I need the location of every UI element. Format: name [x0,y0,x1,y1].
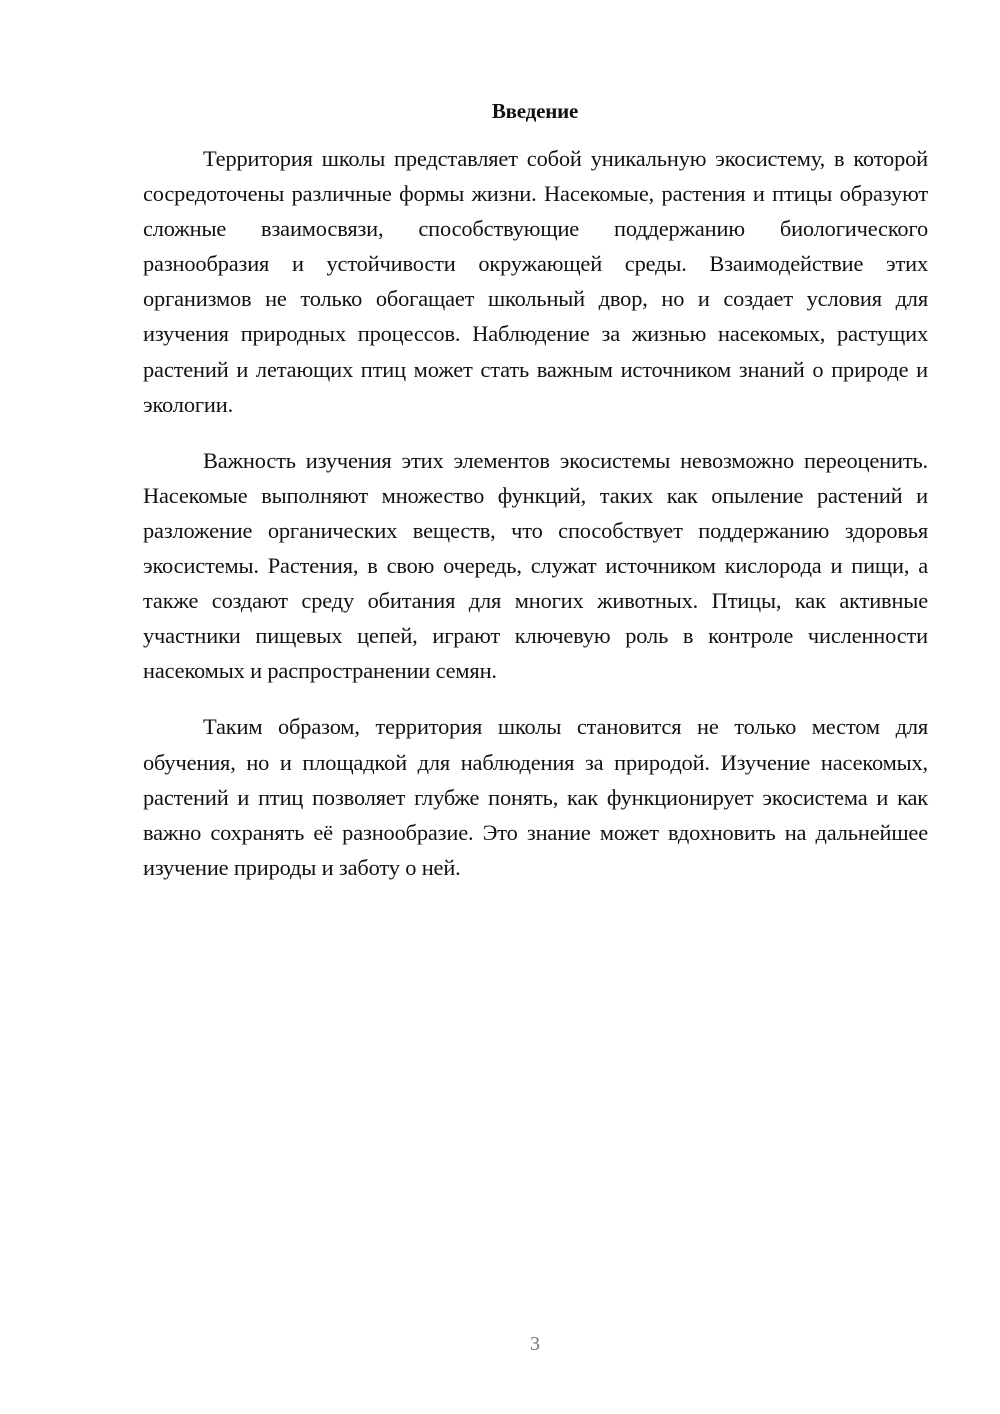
section-heading: Введение [491,99,579,123]
body-text [143,141,928,885]
page-number: 3 [530,1333,540,1355]
paragraph-intro: Территория школы представляет собой уникальную экосистему, в которой сосредоточены различные формы жизни. Насекомые, растения и птицы образуют сложные взаимосвязи, способствующие поддержанию биологического разнообразия и устойчивости окружающей среды. Взаимодействие этих организмов не только обогащает школьный двор, но и создает условия для изучения природных процессов. Наблюдение за жизнью насекомых, растущих растений и летающих птиц может стать важным источником знаний о природе и экологии. [143,146,928,417]
paragraph-conclusion: Таким образом, территория школы становится не только местом для обучения, но и площадкой для наблюдения за природой. Изучение насекомых, растений и птиц позволяет глубже понять, как функционирует экосистема и как важно сохранять её разнообразие. Это знание может вдохновить на дальнейшее изучение природы и заботу о ней. [143,714,928,880]
paragraph-importance: Важность изучения этих элементов экосистемы невозможно переоценить. Насекомые выполняют множество функций, таких как опыление растений и разложение органических веществ, что способствует поддержанию здоровья экосистемы. Растения, в свою очередь, служат источником кислорода и пищи, а также создают среду обитания для многих животных. Птицы, как активные участники пищевых цепей, играют ключевую роль в контроле численности насекомых и распространении семян. [143,447,928,684]
